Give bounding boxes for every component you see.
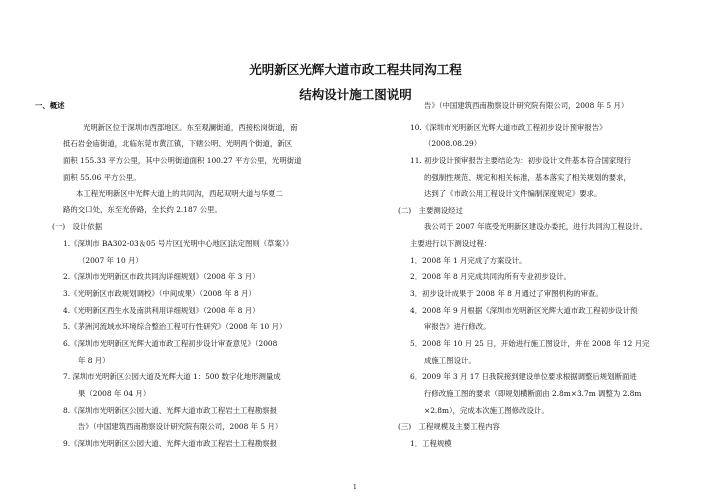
list-item: 5．2008 年 10 月 25 日，开始进行施工图设计，并在 2008 年 12 月完 (410, 339, 650, 348)
paragraph-line: 主要进行以下测设过程： (410, 239, 492, 248)
paragraph-line: 本工程光明新区中光辉大道上的共同沟，西起双明大道与华夏二 (76, 189, 283, 198)
list-item-continuation: 告》（中国建筑西南勘察设计研究院有限公司，2008 年 5 月） (78, 422, 283, 431)
list-item-continuation: 达到了《市政公用工程设计文件编制深度规定》要求。 (424, 189, 602, 198)
list-item: 7. 深圳市光明新区公园大道及光辉大道 1：500 数字化地形测量成 (63, 372, 281, 381)
list-item-continuation: 果（2008 年 04 月） (78, 389, 151, 398)
paragraph-line: 面积 55.06 平方公里。 (63, 173, 141, 182)
paragraph-line: 光明新区位于深圳市西部地区。东至观澜街道，西接松岗街道，南 (83, 123, 298, 132)
document-title: 光明新区光辉大道市政工程共同沟工程 (249, 62, 462, 77)
list-item-continuation: （2007 年 10 月） (78, 256, 143, 265)
page-number: 1 (353, 484, 357, 491)
list-item: 1．工程规模 (410, 439, 452, 448)
document-subtitle: 结构设计施工图说明 (299, 87, 412, 102)
paragraph-line: 抵石岩金庙街道，北临东莞市黄江镇，下辖公明、光明两个街道，新区 (63, 139, 293, 148)
list-item: 2．2008 年 8 月完成共同沟所有专业初步设计。 (410, 272, 571, 281)
subsection-heading-project-scale: (三) 工程规模及主要工程内容 (398, 422, 500, 431)
list-item: 10.《深圳市光明新区光辉大道市政工程初步设计预审报告》 (410, 123, 607, 132)
subsection-heading-survey-process: (二) 主要测设经过 (398, 206, 463, 215)
list-item-continuation: ×2.8m），完成本次施工图修改设计。 (424, 406, 549, 415)
list-item: 8.《深圳市光明新区公园大道、光辉大道市政工程岩土工程勘察报 (63, 406, 277, 415)
list-item: 4.《光明新区西生水及南洪利用详细规划》（2008 年 8 月） (63, 306, 260, 315)
subsection-heading-design-basis: (一) 设计依据 (52, 222, 103, 231)
list-item-continuation: 年 8 月） (78, 356, 110, 365)
list-item: 11. 初步设计预审报告主要结论为：初步设计文件基本符合国家现行 (410, 156, 632, 165)
list-item: 3.《光明新区市政规划调校》（中间成果）（2008 年 8 月） (63, 289, 256, 298)
paragraph-line: 我公司于 2007 年底受光明新区建设办委托，进行共同沟工程设计。 (424, 222, 648, 231)
list-item: 6．2009 年 3 月 17 日我院接到建设单位要求根据调整后规划断面进 (410, 372, 637, 381)
paragraph-line: 面积 155.33 平方公里，其中公明街道面积 100.27 平方公里，光明街道 (63, 156, 302, 165)
list-item-continuation: 行修改施工图的要求（即规划横断面由 2.8m×3.7m 调整为 2.8m (424, 389, 642, 398)
list-item: 1.《深圳市 BA302-03＆05 号片区[光明中心地区]法定图则（草案）》 (63, 239, 293, 248)
list-item-continuation: 的强制性规范、规定和相关标准，基本落实了相关规划的要求， (424, 173, 631, 182)
list-item-continuation: （2008.08.29） (424, 139, 482, 148)
list-item: 6.《深圳市光明新区光辉大道市政工程初步设计审查意见》（2008 (63, 339, 278, 348)
section-heading-overview: 一、概述 (35, 101, 65, 110)
list-item-continuation: 审报告》进行修改。 (424, 322, 491, 331)
list-item-continuation: 成施工图设计。 (424, 356, 476, 365)
list-item: 5.《茅洲河流域水环境综合整治工程可行性研究》（2008 年 10 月） (63, 322, 287, 331)
list-item: 2.《深圳市光明新区市政共同沟详细规划》（2008 年 3 月） (63, 272, 260, 281)
paragraph-line: 路的交口处，东至光侨路，全长约 2.187 公里。 (63, 205, 222, 214)
list-item: 9.《深圳市光明新区公园大道、光辉大道市政工程岩土工程勘察报 (63, 439, 277, 448)
list-item: 1．2008 年 1 月完成了方案设计。 (410, 256, 527, 265)
list-item: 4．2008 年 9 月根据《深圳市光明新区光辉大道市政工程初步设计预 (410, 306, 638, 315)
list-item: 3．初步设计成果于 2008 年 8 月通过了审图机构的审查。 (410, 289, 603, 298)
list-item-continuation: 告》（中国建筑西南勘察设计研究院有限公司，2008 年 5 月） (424, 101, 629, 110)
